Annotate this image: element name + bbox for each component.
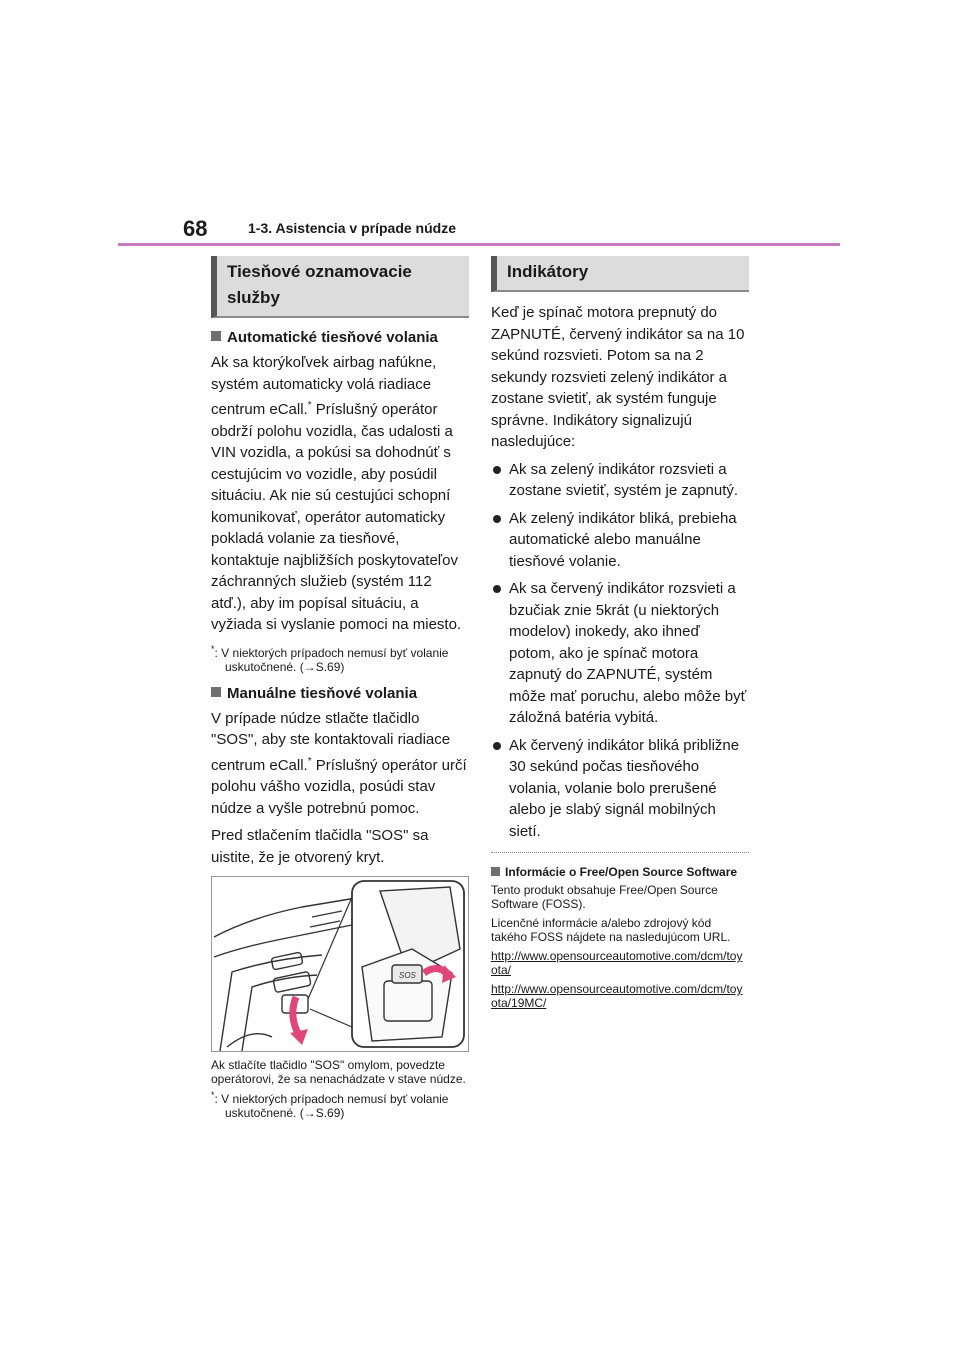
bullet-dot-icon (493, 742, 501, 750)
list-item: Ak červený indikátor bliká približne 30 sekúnd počas tiesňového volania, volanie bolo prerušené alebo je slabý signál mobilných sietí. (491, 735, 749, 843)
list-item: Ak zelený indikátor bliká, prebieha automatické alebo manuálne tiesňové volanie. (491, 508, 749, 573)
figure-caption: Ak stlačíte tlačidlo "SOS" omylom, povedzte operátorovi, že sa nenachádzate v stave núdze. (211, 1058, 466, 1086)
bullet-dot-icon (493, 585, 501, 593)
page-number: 68 (183, 216, 208, 241)
square-bullet-icon (211, 687, 221, 697)
auto-paragraph: Ak sa ktorýkoľvek airbag nafúkne, systém automaticky volá riadiace centrum eCall.* Príslušný operátor obdrží polohu vozidla, čas udalosti a VIN vozidla, a pokúsi sa dohodnúť s cestujúcim vo vozidle, aby posúdil situáciu. Ak nie sú cestujúci schopní komunikovať, operátor automaticky pokladá volanie za tiesňové, kontaktuje najbližších poskytovateľov záchranných služieb (systém 112 atď.), aby im popísal situáciu, a vyžiada si vyslanie pomoci na miesto. (211, 354, 462, 633)
right-column (491, 256, 749, 1015)
bullet-dot-icon (493, 466, 501, 474)
sos-button-label: SOS (399, 971, 416, 980)
left-column (211, 256, 469, 1126)
section-heading-emergency: Tiesňové oznamovacie služby (211, 256, 469, 318)
manual-paragraph: V prípade núdze stlačte tlačidlo "SOS", aby ste kontaktovali riadiace centrum eCall.* Príslušný operátor určí polohu vášho vozidla, posúdi stav núdze a vyšle potrebnú pomoc. (211, 709, 467, 817)
list-item: Ak sa zelený indikátor rozsvieti a zostane svietiť, systém je zapnutý. (491, 459, 749, 502)
figure-footnote: *: V niektorých prípadoch nemusí byť volanie uskutočnené. (→S.69) (211, 1090, 449, 1120)
info-heading: Informácie o Free/Open Source Software (491, 865, 749, 879)
info-paragraph: Tento produkt obsahuje Free/Open Source Software (FOSS). (491, 883, 718, 911)
square-bullet-icon (211, 331, 221, 341)
indicators-intro: Keď je spínač motora prepnutý do ZAPNUTÉ, červený indikátor sa na 10 sekúnd rozsvieti. Potom sa na 2 sekundy rozsvieti zelený indikátor a zostane svietiť, ak systém funguje správne. Indikátory signalizujú nasledujúce: (491, 304, 745, 450)
section-heading-indicators: Indikátory (491, 256, 749, 292)
subheading-automatic: Automatické tiesňové volania (211, 328, 469, 348)
header-rule (118, 243, 840, 246)
auto-footnote: *: V niektorých prípadoch nemusí byť volanie uskutočnené. (→S.69) (211, 643, 449, 674)
foss-link-19mc[interactable]: http://www.opensourceautomotive.com/dcm/toyota/19MC/ (491, 982, 743, 1010)
press-arrow-icon (293, 997, 300, 1037)
sos-button-figure (211, 876, 469, 1052)
subheading-manual: Manuálne tiesňové volania (211, 684, 469, 704)
manual-paragraph-cover: Pred stlačením tlačidla "SOS" sa uistite, že je otvorený kryt. (211, 827, 429, 866)
list-item: Ak sa červený indikátor rozsvieti a bzučiak znie 5krát (u niektorých modelov) inokedy, ako ihneď potom, ako je spínač motora zapnutý do ZAPNUTÉ, systém môže mať poruchu, alebo môže byť záložná batéria vybitá. (491, 578, 749, 729)
running-header: 1-3. Asistencia v prípade núdze (248, 220, 456, 236)
bullet-dot-icon (493, 515, 501, 523)
foss-link[interactable]: http://www.opensourceautomotive.com/dcm/toyota/ (491, 949, 743, 977)
overhead-console-illustration (212, 877, 468, 1051)
square-bullet-icon (491, 867, 500, 876)
info-paragraph-license: Licenčné informácie a/alebo zdrojový kód takého FOSS nájdete na nasledujúcom URL. (491, 916, 731, 944)
divider (491, 852, 749, 853)
